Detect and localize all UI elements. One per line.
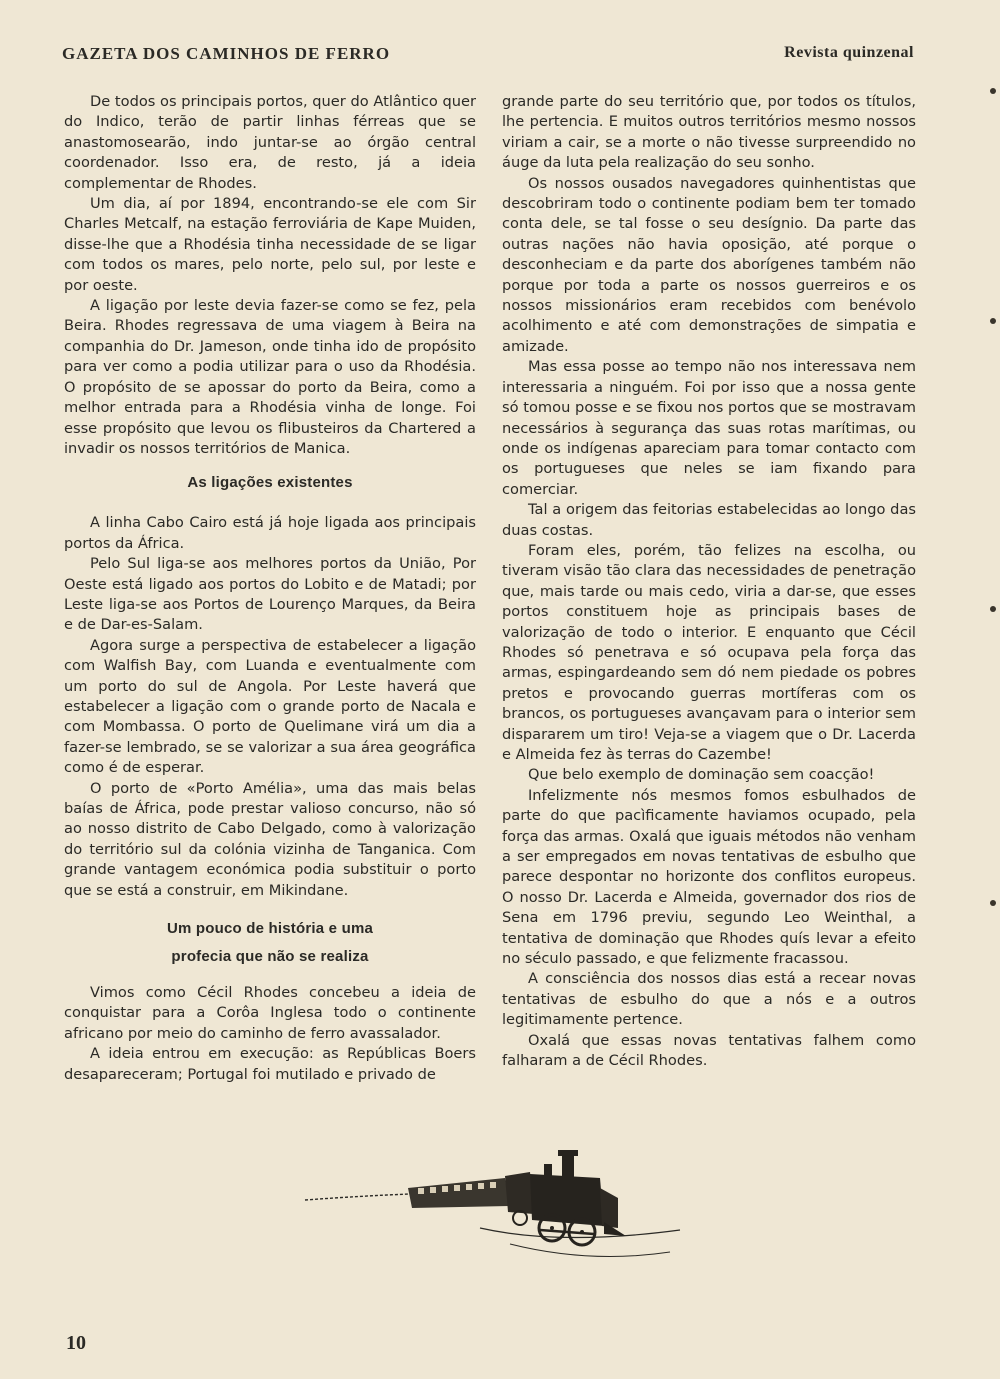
page-number: 10 [66,1332,86,1354]
paragraph: Agora surge a perspectiva de estabelecer a ligação com Walfish Bay, com Luanda e eventualmente com um porto do sul de Angola. Por Leste haverá que estabelecer a ligação com o grande porto de Nacala e com Mombassa. O porto de Quelimane virá um dia a fazer-se lembrado, se se valorizar a sua área geográfica como é de esperar. [64,636,476,777]
margin-mark [990,900,996,906]
paragraph: A consciência dos nossos dias está a recear novas tentativas de esbulho do que a nós e a outros legitimamente pertence. [502,970,916,1029]
margin-mark [990,88,996,94]
paragraph: O porto de «Porto Amélia», uma das mais belas baías de África, pode prestar valioso concurso, não só ao nosso distrito de Cabo Delgado, como à valorização do território sul da colónia vizinha de Tanganica. Com grande vantagem económica podia substituir o porto que se está a construir, em Mikindane. [64,779,476,899]
margin-mark [990,606,996,612]
right-column [502,92,916,1072]
paragraph: Os nossos ousados navegadores quinhentistas que descobriram todo o continente podiam bem ter tomado conta dele, se tal fosse o seu desígnio. Da parte das outras nações não havia oposição, até porque o desconheciam e da parte dos aborígenes também não porque por toda a parte os nossos guerreiros e os nossos missionários eram recebidos com benévolo acolhimento e até com demonstrações de simpatia e amizade. [502,174,916,355]
paragraph: Mas essa posse ao tempo não nos interessava nem interessaria a ninguém. Foi por isso que a nossa gente só tomou posse e se fixou nos portos que se mostravam necessários à segurança das suas rotas marítimas, ou onde os indígenas apareciam para tomar contacto com os portugueses que neles se iam fixando para comerciar. [502,358,916,498]
paragraph: Foram eles, porém, tão felizes na escolha, ou tiveram visão tão clara das necessidades de penetração que, mais tarde ou mais cedo, viria a dar-se, que esses portos constituem hoje as principais bases de valorização de todo o interior. E enquanto que Cécil Rhodes só penetrava e só ocupava pela força das armas, espingardeando sem dó nem piedade os pobres pretos e provocando guerras mortíferas com os brancos, os portugueses avançavam para o interior sem dispararem um tiro! Veja-se a viagem que o Dr. Lacerda e Almeida fez às terras do Cazembe! [502,541,916,763]
section-heading [64,915,476,971]
paragraph: Um dia, aí por 1894, encontrando-se ele com Sir Charles Metcalf, na estação ferroviária de Kape Muiden, disse-lhe que a Rhodésia tinha necessidade de se ligar com todos os mares, pelo norte, pelo sul, por leste e por oeste. [64,195,476,294]
paragraph: Pelo Sul liga-se aos melhores portos da União, Por Oeste está ligado aos portos do Lobito e de Matadi; por Leste liga-se aos Portos de Lourenço Marques, da Beira e de Dar-es-Salam. [64,555,476,634]
paragraph: Tal a origem das feitorias estabelecidas ao longo das duas costas. [502,501,916,539]
steam-locomotive-icon [300,1148,690,1278]
left-column [64,92,476,1085]
section-heading-line: Um pouco de história e uma [166,920,374,938]
paragraph-continued: grande parte do seu território que, por todos os títulos, lhe pertencia. E muitos outros territórios mesmo nossos viriam a cair, se a morte o não tivesse surpreendido no áuge da luta pela realização do seu sonho. [502,93,916,172]
paragraph: A linha Cabo Cairo está já hoje ligada aos principais portos da África. [64,514,476,552]
paragraph: Que belo exemplo de dominação sem coacção! [528,766,875,784]
paragraph: Oxalá que essas novas tentativas falhem como falharam a de Cécil Rhodes. [502,1031,916,1070]
paragraph: De todos os principais portos, quer do Atlântico quer do Indico, terão de partir linhas férreas que se anastomosearão, indo juntar-se ao órgão central coordenador. Isso era, de resto, já a ideia complementar de Rhodes. [64,93,476,192]
paragraph: A ideia entrou em execução: as Repúblicas Boers desapareceram; Portugal foi mutilado e privado de [64,1045,476,1083]
publication-subtitle: Revista quinzenal [784,44,914,61]
paragraph: Vimos como Cécil Rhodes concebeu a ideia de conquistar para a Corôa Inglesa todo o continente africano por meio do caminho de ferro avassalador. [64,984,476,1042]
section-heading: As ligações existentes [187,474,353,492]
paragraph: A ligação por leste devia fazer-se como se fez, pela Beira. Rhodes regressava de uma viagem à Beira na companhia do Dr. Jameson, onde tinha ido de propósito para ver como a podia utilizar para o uso da Rhodésia. O propósito de se apossar do porto da Beira, como a melhor entrada para a Rhodésia vinha de longe. Foi esse propósito que levou os flibusteiros da Chartered a invadir os nossos territórios de Manica. [64,297,476,457]
publication-title: GAZETA DOS CAMINHOS DE FERRO [62,44,391,63]
paragraph: Infelizmente nós mesmos fomos esbulhados de parte do que pacìficamente haviamos ocupado, pela força das armas. Oxalá que iguais métodos não venham a ser empregados em novas tentativas de esbulho que parece despontar no horizonte dos conflitos europeus. O nosso Dr. Lacerda e Almeida, governador dos rios de Sena em 1796 previu, segundo Leo Weinthal, a tentativa de dominação que Rhodes quís levar a efeito no século passado, e que felizmente fracassou. [502,786,916,968]
margin-mark [990,318,996,324]
section-heading-line: profecia que não se realiza [171,948,369,966]
